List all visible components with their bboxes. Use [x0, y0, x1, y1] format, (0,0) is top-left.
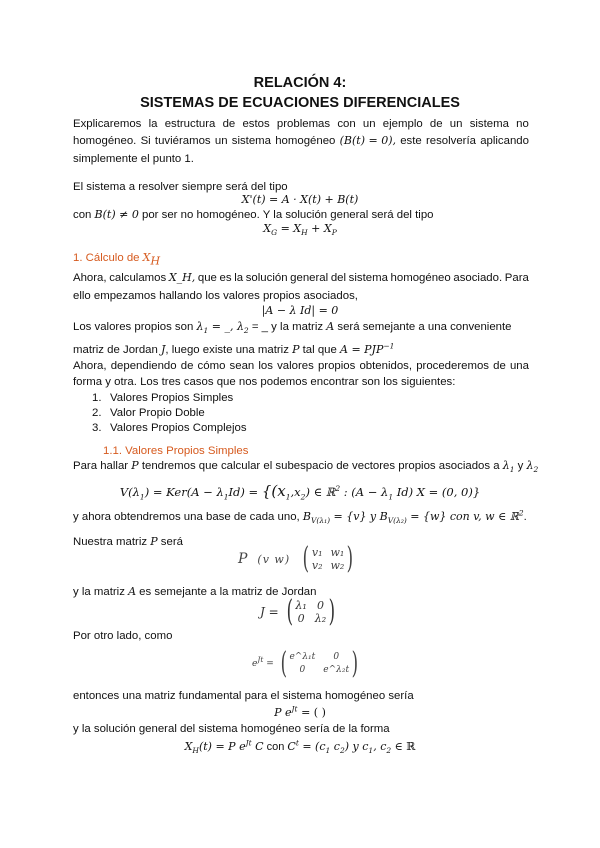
- matrix-entry: v₁: [311, 546, 323, 559]
- word: sistema: [348, 272, 388, 284]
- word: de: [180, 360, 194, 372]
- word: Para: [504, 272, 529, 284]
- general-solution-equation: $X_G = X_H + X_P$: [263, 222, 337, 238]
- word: tuviéramos: [154, 135, 211, 147]
- word: la: [234, 272, 244, 284]
- word: sean: [229, 360, 255, 372]
- matrix-entry: e^λ₂t: [323, 665, 350, 675]
- homogeneous-solution-equation: $X_H(t) = P$ $e^{Jt}$ C con $C^t = (c_1$ $c_2$) y $c_1$, $c_2$ ∈ ℝ: [184, 738, 416, 756]
- word: homogéneo: [390, 272, 451, 284]
- matrix-entry: e^λ₁t: [289, 652, 316, 662]
- word: propios: [317, 360, 356, 372]
- word: no: [516, 118, 529, 130]
- intro-line-1: [73, 117, 529, 131]
- word: homogéneo: [275, 135, 336, 147]
- title-line-2: SISTEMAS DE ECUACIONES DIFERENCIALES: [140, 95, 460, 111]
- word: del: [330, 272, 347, 284]
- section-1-heading: 1. Cálculo de $X_H$: [73, 251, 161, 268]
- fundamental-matrix-line: entonces una matriz fundamental para el sistema homogéneo sería: [73, 690, 414, 702]
- word: la: [148, 118, 158, 130]
- section-1-1-heading: 1.1. Valores Propios Simples: [103, 445, 249, 457]
- word: obtenidos,: [359, 360, 413, 372]
- basis-line: y ahora obtendremos una base de cada uno, $B_{V(\lambda_1)} = \{v\}$ y $B_{V(\lambda_2)} = \{w\}$ con v, w ∈ ℝ$^2$.: [73, 508, 527, 526]
- word: Ahora,: [73, 272, 107, 284]
- word: homogéneo.: [73, 135, 137, 147]
- matrix-entry: 0: [333, 652, 340, 662]
- word: X_H,: [168, 271, 196, 284]
- word: que: [197, 272, 217, 284]
- matrix-entry: 0: [316, 599, 324, 612]
- word: de: [429, 118, 443, 130]
- case-list-item-3: 3. Valores Propios Complejos: [92, 422, 247, 434]
- word: de: [222, 118, 236, 130]
- matrix-entry: w₂: [330, 559, 345, 572]
- matrix-entry: w₁: [330, 546, 345, 559]
- characteristic-equation: |A − λ Id| = 0: [261, 304, 339, 317]
- word: una: [509, 360, 529, 372]
- jordan-line: matriz de Jordan J, luego existe una matriz P tal que $A = PJP^{-1}$: [73, 341, 395, 356]
- word: (B(t) = 0),: [339, 134, 396, 147]
- general-line-1: El sistema a resolver siempre será del tipo: [73, 181, 288, 193]
- word: sistema: [231, 135, 271, 147]
- matrix-p-line: Nuestra matriz P será: [73, 535, 183, 548]
- case-list-item-2: 2. Valor Propio Doble: [92, 407, 205, 419]
- general-line-2: con B(t) ≠ 0 por ser no homogéneo. Y la solución general será del tipo: [73, 208, 434, 221]
- matrix-entry: λ₁: [295, 599, 307, 612]
- exponential-matrix-equation: $e^{Jt}$ = ( e^λ₁t 0 0 e^λ₂t ): [252, 649, 361, 679]
- general-solution-line: y la solución general del sistema homogéneo sería de la forma: [73, 723, 390, 735]
- word: cómo: [197, 360, 226, 372]
- word: un: [214, 135, 228, 147]
- fundamental-matrix-equation: P $e^{Jt}$ = ( ): [274, 704, 326, 719]
- section-1-para-1-line-2: ello empezamos hallando los valores propios asociados,: [73, 290, 358, 302]
- jordan-matrix: ( λ₁ 0 0 λ₂ ): [286, 594, 336, 629]
- matrix-entry: 0: [297, 612, 305, 625]
- word: estructura: [164, 118, 216, 130]
- matrix-entry: v₂: [311, 559, 323, 572]
- word: con: [337, 118, 356, 130]
- intro-line-2: [73, 134, 529, 148]
- word: sistema: [469, 118, 509, 130]
- section-1-para-3: [73, 359, 529, 373]
- intro-line-3: simplemente el punto 1.: [73, 153, 194, 165]
- jordan-matrix-equation: J = ( λ₁ 0 0 λ₂ ): [260, 597, 338, 627]
- p-matrix: ( v₁ w₁ v₂ w₂ ): [302, 541, 354, 576]
- word: Si: [140, 135, 151, 147]
- jordan-similar-line: y la matriz A es semejante a la matriz de Jordan: [73, 585, 317, 598]
- word: Ahora,: [73, 360, 107, 372]
- word: aplicando: [480, 135, 529, 147]
- exponential-matrix: ( e^λ₁t 0 0 e^λ₂t ): [280, 646, 359, 681]
- system-equation: X'(t) = A · X(t) + B(t): [241, 193, 359, 206]
- matrix-entry: 0: [299, 665, 306, 675]
- p-matrix-equation: P (v w) ( v₁ w₁ v₂ w₂ ): [238, 544, 356, 574]
- word: ejemplo: [382, 118, 423, 130]
- case-list-item-1: 1. Valores Propios Simples: [92, 392, 234, 404]
- title-line-1: RELACIÓN 4:: [253, 75, 347, 91]
- section-1-para-3-line-2: forma y otra. Los tres casos que nos podemos encontrar son los siguientes:: [73, 376, 456, 388]
- eigenvalues-line: Los valores propios son $\lambda_1$ = _, $\lambda_2$ = _ y la matriz A será semejante a una conveniente: [73, 320, 512, 336]
- matrix-entry: λ₂: [314, 612, 327, 625]
- word: de: [493, 360, 506, 372]
- eigenspace-equation: $V(\lambda_1) = Ker(A - \lambda_1Id) = \{(x_1,x_2)$ ∈ ℝ$^2$ : ($A - \lambda_1$ Id) X = (0, 0)}: [119, 482, 481, 502]
- word: calculamos: [109, 272, 167, 284]
- word: solución: [245, 272, 288, 284]
- word: los: [258, 360, 273, 372]
- word: general: [290, 272, 329, 284]
- word: este: [400, 135, 422, 147]
- word: estos: [242, 118, 270, 130]
- word: dependiendo: [110, 360, 177, 372]
- word: resolvería: [425, 135, 476, 147]
- word: un: [449, 118, 463, 130]
- otherwise-line: Por otro lado, como: [73, 630, 173, 642]
- word: es: [219, 272, 232, 284]
- word: procederemos: [416, 360, 489, 372]
- word: Explicaremos: [73, 118, 142, 130]
- subspace-line: Para hallar P tendremos que calcular el subespacio de vectores propios asociados a $\lambda_1$ y $\lambda_2$: [73, 459, 539, 475]
- word: problemas: [276, 118, 331, 130]
- word: asociado.: [453, 272, 503, 284]
- word: valores: [277, 360, 314, 372]
- section-1-para-1: [73, 271, 529, 285]
- word: un: [362, 118, 376, 130]
